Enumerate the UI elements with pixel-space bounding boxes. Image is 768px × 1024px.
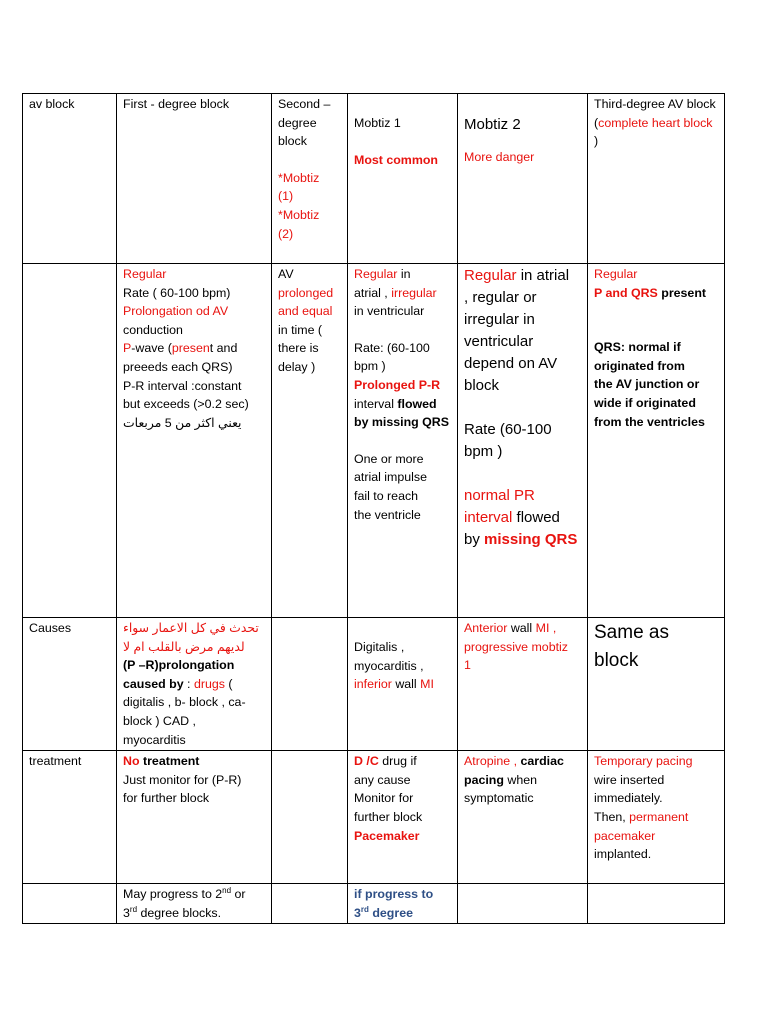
cell-text: missing QRS [484,531,578,548]
cell-line: myocarditis , [354,658,424,673]
cell-text: degree blocks. [137,905,222,920]
causes-row [23,618,725,751]
header-third-degree [588,94,725,264]
ecg-mobtiz-2 [458,264,588,618]
cell-line: conduction [123,322,183,337]
cell-text: : [183,676,194,691]
cell-line: Regular [594,267,638,281]
cell-text: P [123,341,132,356]
cell-text: interval [354,396,398,411]
cell-text: First - degree block [123,97,230,111]
header-mobtiz-1 [348,94,458,264]
header-av-block [23,94,117,264]
cell-line [464,507,581,529]
cell-line [464,771,581,790]
treatment-mobtiz-2 [458,751,588,884]
ecg-label [23,264,117,618]
cell-text: ( [224,676,233,691]
treatment-first-degree [117,751,272,884]
cell-text: or [231,887,246,902]
cell-text: Regular [354,267,398,281]
cell-text: flowed [397,396,437,411]
cell-line: bpm ) [464,443,503,460]
cell-text: nferior [356,677,392,692]
cell-text: presen [171,341,210,356]
cell-text: av block [29,97,75,111]
cell-line [123,752,265,771]
ecg-third-degree [588,264,725,618]
cell-line: Second – [278,97,331,111]
cell-line: Rate (60-100 [464,421,552,438]
cell-text: P and QRS [594,285,658,300]
cell-line: Prolonged P-R [354,377,441,392]
cell-line: normal PR [464,487,535,504]
cell-line: Digitalis , [354,640,405,654]
treatment-third-degree [588,751,725,884]
cell-text: Then, [594,809,630,824]
cell-line [464,752,581,771]
cell-text: permanent [629,809,689,824]
cell-text: wall [507,621,536,635]
causes-mobtiz-1 [348,618,458,751]
cell-text: ) [594,134,599,149]
cell-line: block [278,134,307,149]
cell-text: Regular [464,267,517,284]
cell-text: flowed [512,509,560,526]
cell-line [464,265,581,287]
cell-line: by missing QRS [354,415,450,430]
cell-text: Third-degree AV block ( [594,97,716,130]
cell-text: complete heart block [598,115,713,130]
cell-line [354,904,451,923]
causes-mobtiz-2 [458,618,588,751]
cell-line: (P –R)prolongation [123,658,235,673]
cell-text: 3 [354,905,361,920]
cell-line: in time ( [278,322,323,337]
cell-line: myocarditis [123,732,186,747]
cell-line: Mobtiz 1 [354,116,401,130]
treatment-row [23,751,725,884]
cell-text: Atropine , [464,754,518,769]
ecg-second-degree [272,264,348,618]
cell-line: QRS: normal if [594,340,681,355]
cell-line: Just monitor for (P-R) [123,772,242,787]
cell-line [594,808,718,827]
progress-mobtiz-1 [348,884,458,924]
cell-line: depend on AV [464,355,558,372]
cell-line: further block [354,809,423,824]
causes-third-degree [588,618,725,751]
cell-text: wall [391,677,421,692]
cell-text: 3 [123,905,130,920]
cell-line: the AV junction or [594,377,700,392]
cell-line: Pacemaker [354,828,420,843]
cell-line: bpm ) [354,359,386,374]
cell-line: P-R interval :constant [123,378,242,393]
cell-text: drugs [193,676,225,691]
cell-line [123,904,265,923]
cell-line: Most common [354,152,438,167]
cell-line: 1 [464,658,471,673]
treatment-label [23,751,117,884]
cell-line: and equal [278,304,333,319]
cell-text: irregular [391,285,437,300]
progress-label [23,884,117,924]
cell-line: *Mobtiz [278,170,320,185]
cell-line: atrial impulse [354,470,427,485]
cell-line: preeeds each QRS) [123,359,233,374]
ecg-row [23,264,725,618]
cell-text: atrial , [354,285,392,300]
cell-text: No [123,754,140,769]
cell-text: MI [420,677,434,692]
superscript: nd [222,886,232,896]
cell-line: the ventricle [354,507,421,522]
ecg-first-degree [117,264,272,618]
causes-second-degree [272,618,348,751]
cell-line [123,885,265,904]
cell-line: *Mobtiz [278,207,320,222]
cell-line [123,675,265,694]
cell-line [594,284,718,303]
cell-line: immediately. [594,791,663,806]
cell-line: Regular [123,267,167,281]
cell-text: pacing [464,772,504,787]
cell-line: implanted. [594,847,652,862]
cell-line: One or more [354,451,424,466]
cell-text: D /C [354,754,379,769]
treatment-second-degree [272,751,348,884]
av-block-table [22,93,725,924]
cell-line: for further block [123,791,210,806]
header-row [23,94,725,264]
progress-first-degree [117,884,272,924]
cell-line: pacemaker [594,828,656,843]
cell-line: originated from [594,358,685,373]
cell-line: block [464,377,500,394]
superscript: rd [360,904,369,914]
cell-line: symptomatic [464,791,534,806]
cell-line: fail to reach [354,488,419,503]
cell-line: Same as [594,622,669,643]
cell-text: MI , [535,621,557,635]
cell-line [464,529,581,551]
cell-line-arabic: يعني اكثر من 5 مربعات [123,415,242,430]
cell-line: ventricular [464,333,534,350]
cell-text: Anterior [464,621,508,635]
cell-line [464,619,581,638]
cell-text: when [503,772,538,787]
cell-line: More danger [464,150,535,164]
cell-text: by [464,531,485,548]
cell-line: Mobtiz 2 [464,116,521,133]
cell-line: digitalis , b- block , ca- [123,695,246,710]
causes-first-degree [117,618,272,751]
progress-third-degree [588,884,725,924]
cell-line: block ) CAD , [123,713,196,728]
cell-line: degree [278,115,317,130]
progress-row [23,884,725,924]
cell-line: Rate ( 60-100 bpm) [123,285,231,300]
treatment-mobtiz-1 [348,751,458,884]
cell-text: May progress to 2 [123,887,223,902]
cell-line: Temporary pacing [594,754,693,769]
cell-line: progressive mobtiz [464,639,568,654]
cell-line: any cause [354,772,411,787]
causes-label [23,618,117,751]
cell-text: t and [209,341,238,356]
cell-line: Prolongation od AV [123,304,229,319]
cell-line: wide if originated [594,395,696,410]
header-first-degree [117,94,272,264]
cell-line: Rate: (60-100 [354,340,430,355]
cell-line: , regular or [464,289,537,306]
ecg-mobtiz-1 [348,264,458,618]
cell-text: drug if [378,754,417,769]
cell-text: cardiac [517,754,564,769]
cell-line: wire inserted [594,772,665,787]
cell-line: if progress to [354,887,434,902]
cell-line: AV [278,267,294,281]
cell-line: (1) [278,189,294,204]
cell-text: -wave ( [131,341,172,356]
cell-line-arabic: لديهم مرض بالقلب ام لا [123,639,245,654]
cell-text: Causes [29,621,72,635]
cell-text: caused by [123,676,184,691]
cell-text: treatment [139,754,200,769]
cell-text: i [354,677,357,692]
cell-line: in ventricular [354,304,425,319]
cell-line: (2) [278,226,294,241]
cell-line: block [594,650,639,671]
cell-text: degree [368,905,413,920]
progress-mobtiz-2 [458,884,588,924]
cell-line [354,675,451,694]
cell-line-arabic: تحدث في كل الاعمار سواء [123,621,259,635]
cell-text: in [397,267,411,281]
cell-line [354,752,451,771]
cell-line: there is [278,341,319,356]
superscript: rd [129,904,138,914]
cell-line [123,339,265,358]
header-mobtiz-2 [458,94,588,264]
progress-second-degree [272,884,348,924]
cell-line [354,265,451,284]
cell-line: prolonged [278,285,334,300]
cell-line: irregular in [464,311,535,328]
header-second-degree [272,94,348,264]
cell-line [354,395,451,414]
cell-line: delay ) [278,359,316,374]
cell-line: but exceeds (>0.2 sec) [123,397,249,412]
cell-line [354,284,451,303]
cell-text: treatment [29,754,82,769]
cell-text: in atrial [516,267,570,284]
cell-line: from the ventricles [594,414,705,429]
cell-text: interval [464,509,513,526]
cell-text: present [657,285,707,300]
cell-line: Monitor for [354,791,414,806]
